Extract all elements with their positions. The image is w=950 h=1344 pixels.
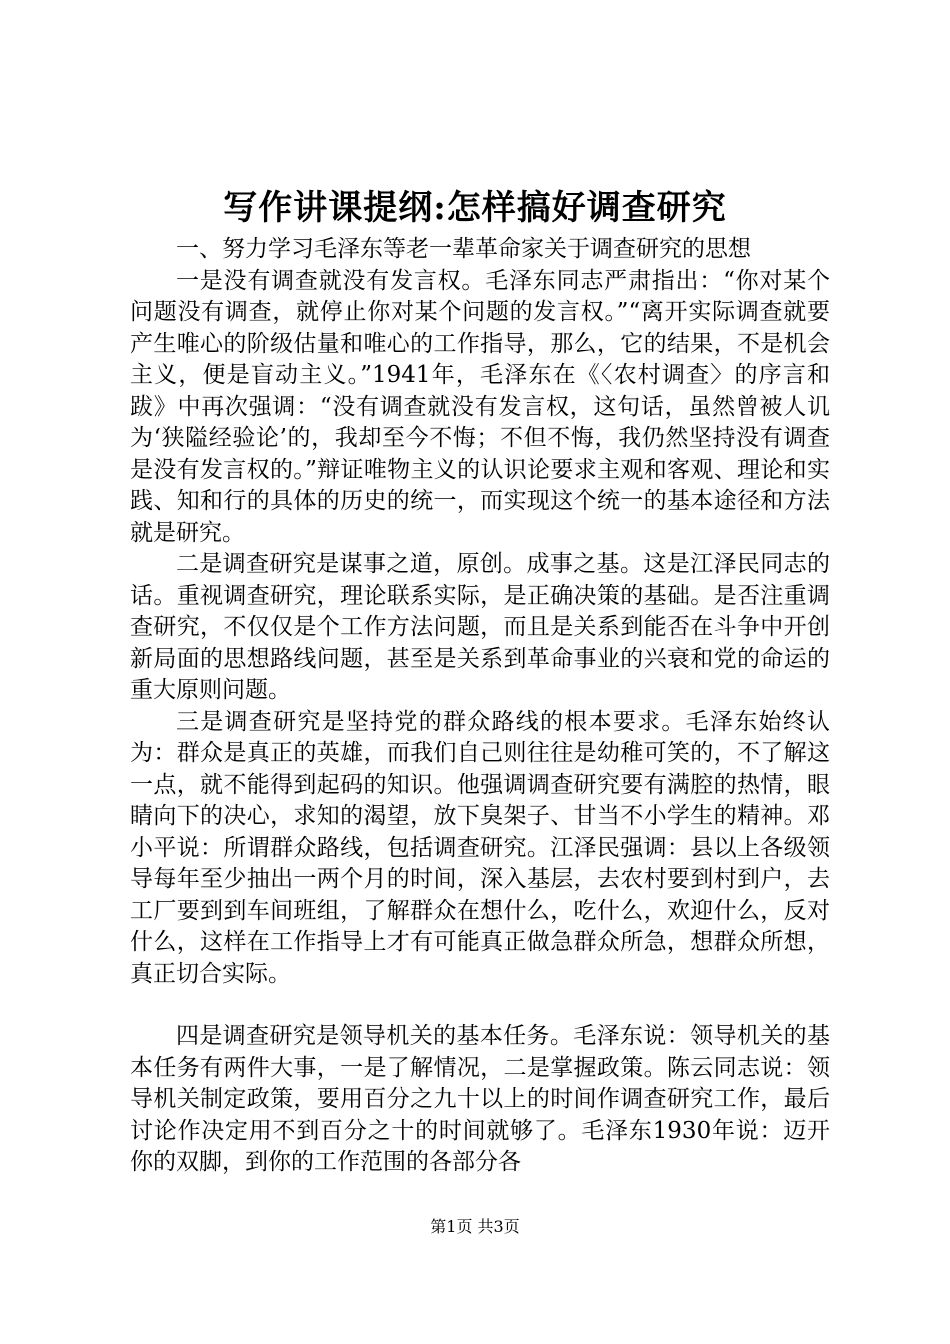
page-number-footer: 第1页 共3页 — [430, 1217, 520, 1236]
paragraph-point-one: 一是没有调查就没有发言权。毛泽东同志严肃指出：“你对某个问题没有调查，就停止你对某个问题的发言权。”“离开实际调查就要产生唯心的阶级估量和唯心的工作指导，那么，它的结果，不是机会主义，便是盲动主义。”1941年，毛泽东在《〈农村调查〉的序言和跋》中再次强调：“没有调查就没有发言权，这句话，虽然曾被人讥为‘狭隘经验论’的，我却至今不悔；不但不悔，我仍然坚持没有调查是没有发言权的。”辩证唯物主义的认识论要求主观和客观、理论和实践、知和行的具体的历史的统一，而实现这个统一的基本途径和方法就是研究。 — [130, 267, 830, 546]
section-heading: 一、努力学习毛泽东等老一辈革命家关于调查研究的思想 — [176, 236, 751, 262]
document-body — [130, 234, 830, 1179]
paragraph-point-four: 四是调查研究是领导机关的基本任务。毛泽东说：领导机关的基本任务有两件大事，一是了解情况，二是掌握政策。陈云同志说：领导机关制定政策，要用百分之九十以上的时间作调查研究工作，最后讨论作决定用不到百分之十的时间就够了。毛泽东1930年说：迈开你的双脚，到你的工作范围的各部分各 — [130, 1023, 830, 1175]
paragraph-point-two: 二是调查研究是谋事之道，原创。成事之基。这是江泽民同志的话。重视调查研究，理论联系实际，是正确决策的基础。是否注重调查研究，不仅仅是个工作方法问题，而且是关系到能否在斗争中开创新局面的思想路线问题，甚至是关系到革命事业的兴衰和党的命运的重大原则问题。 — [130, 551, 830, 703]
document-title: 写作讲课提纲:怎样搞好调查研究 — [223, 188, 727, 228]
paragraph-point-three: 三是调查研究是坚持党的群众路线的根本要求。毛泽东始终认为：群众是真正的英雄，而我们自己则往往是幼稚可笑的，不了解这一点，就不能得到起码的知识。他强调调查研究要有满腔的热情，眼睛向下的决心，求知的渴望，放下臭架子、甘当不小学生的精神。邓小平说：所谓群众路线，包括调查研究。江泽民强调：县以上各级领导每年至少抽出一两个月的时间，深入基层，去农村要到村到户，去工厂要到到车间班组，了解群众在想什么，吃什么，欢迎什么，反对什么，这样在工作指导上才有可能真正做急群众所急，想群众所想，真正切合实际。 — [130, 708, 830, 987]
